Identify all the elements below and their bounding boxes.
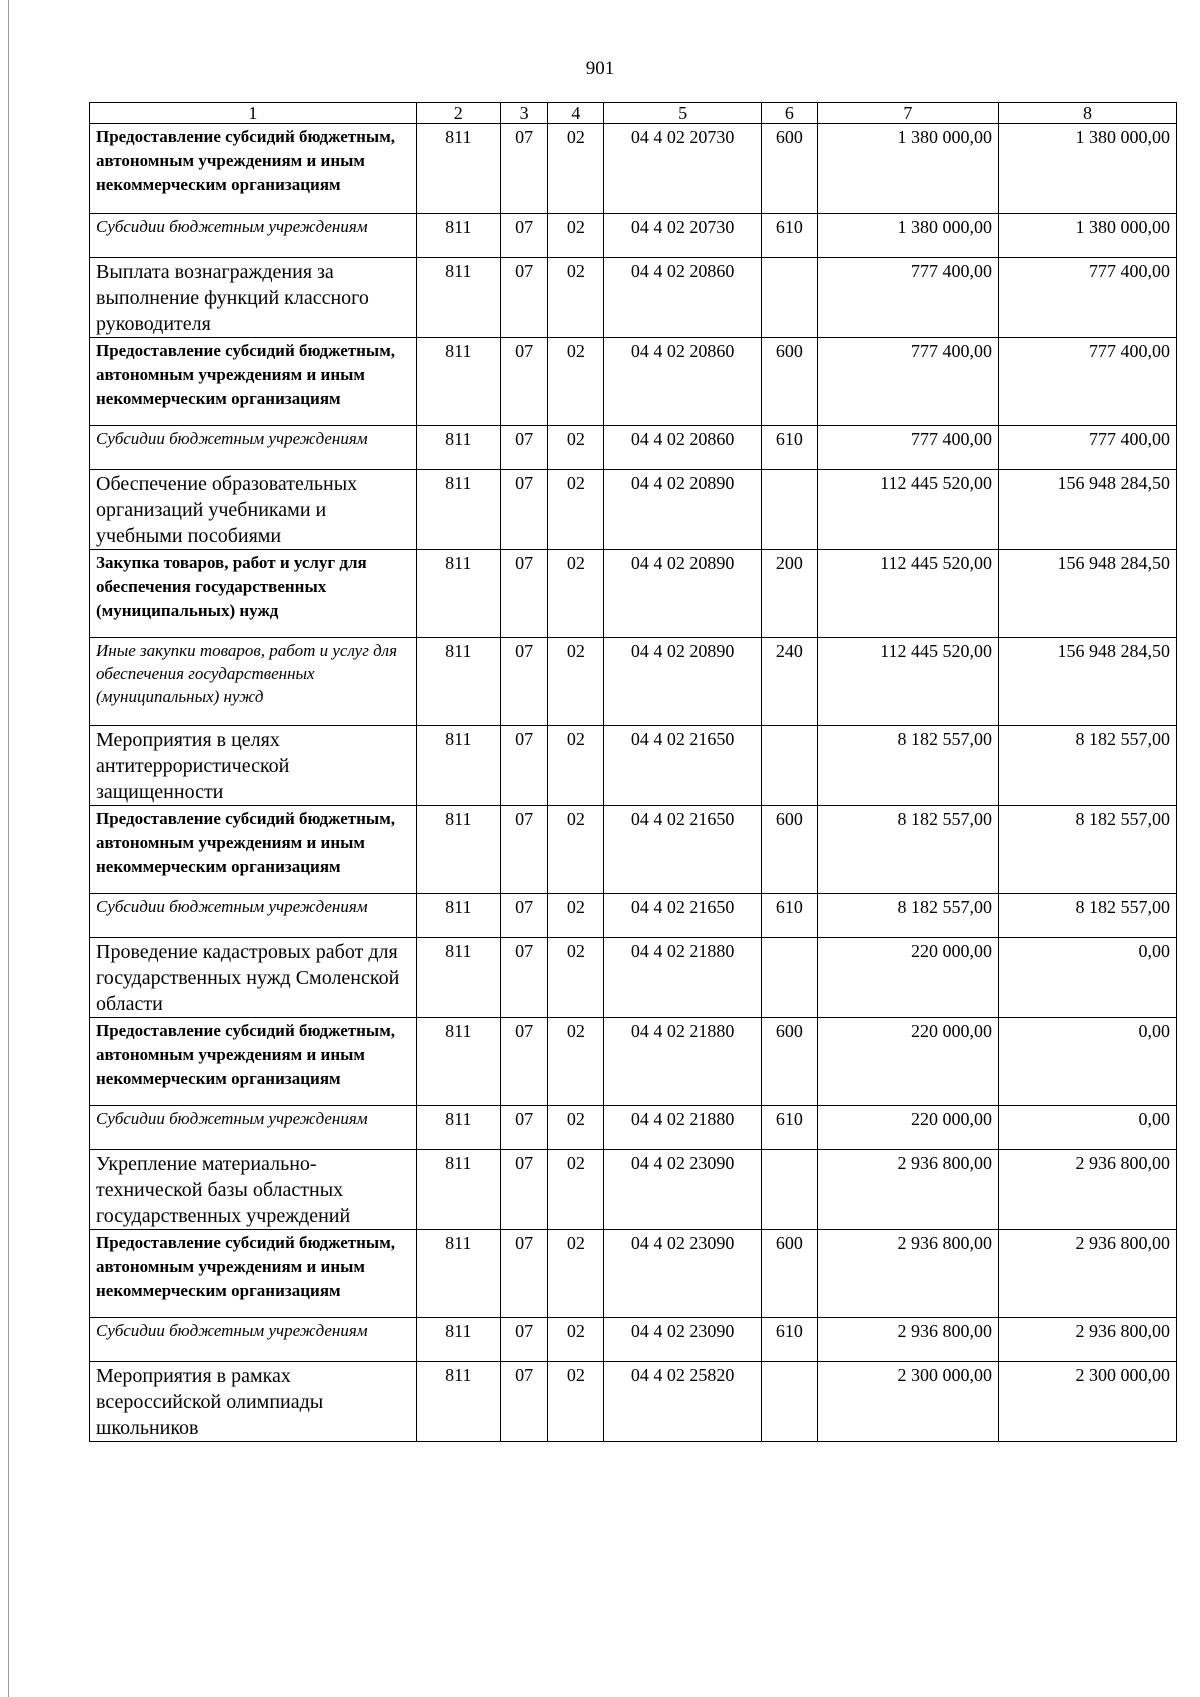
- target-article-cell: 04 4 02 21650: [604, 806, 761, 894]
- row-name-cell: Выплата вознаграждения за выполнение функций классного руководителя: [90, 258, 417, 338]
- amount-col8-cell: 156 948 284,50: [999, 470, 1177, 550]
- row-name-cell: Иные закупки товаров, работ и услуг для обеспечения государственных (муниципальных) нужд: [90, 638, 417, 726]
- amount-col7-cell: 777 400,00: [817, 338, 998, 426]
- table-row: [90, 1106, 1177, 1150]
- ministry-code-cell: 811: [416, 124, 500, 214]
- row-name-cell: Укрепление материально-технической базы областных государственных учреждений: [90, 1150, 417, 1230]
- subsection-code-cell: 02: [548, 470, 604, 550]
- header-cell: 2: [416, 103, 500, 124]
- target-article-cell: 04 4 02 23090: [604, 1230, 761, 1318]
- ministry-code-cell: 811: [416, 1362, 500, 1442]
- target-article-cell: 04 4 02 20890: [604, 550, 761, 638]
- section-code-cell: 07: [500, 1018, 547, 1106]
- row-name-cell: Субсидии бюджетным учреждениям: [90, 1106, 417, 1150]
- table-row: [90, 470, 1177, 550]
- subsection-code-cell: 02: [548, 938, 604, 1018]
- amount-col7-cell: 2 300 000,00: [817, 1362, 998, 1442]
- section-code-cell: 07: [500, 726, 547, 806]
- expense-type-cell: [761, 1150, 817, 1230]
- row-name-cell: Мероприятия в рамках всероссийской олимпиады школьников: [90, 1362, 417, 1442]
- table-row: [90, 338, 1177, 426]
- table-row: [90, 894, 1177, 938]
- ministry-code-cell: 811: [416, 338, 500, 426]
- header-cell: 8: [999, 103, 1177, 124]
- amount-col7-cell: 8 182 557,00: [817, 894, 998, 938]
- row-name-cell: Предоставление субсидий бюджетным, автономным учреждениям и иным некоммерческим организациям: [90, 806, 417, 894]
- table-row: [90, 1230, 1177, 1318]
- target-article-cell: 04 4 02 21880: [604, 938, 761, 1018]
- section-code-cell: 07: [500, 550, 547, 638]
- row-name-cell: Мероприятия в целях антитеррористической защищенности: [90, 726, 417, 806]
- row-name-cell: Предоставление субсидий бюджетным, автономным учреждениям и иным некоммерческим организациям: [90, 1018, 417, 1106]
- expense-type-cell: [761, 1362, 817, 1442]
- expense-type-cell: 610: [761, 214, 817, 258]
- ministry-code-cell: 811: [416, 1318, 500, 1362]
- ministry-code-cell: 811: [416, 638, 500, 726]
- header-cell: 7: [817, 103, 998, 124]
- ministry-code-cell: 811: [416, 894, 500, 938]
- amount-col8-cell: 0,00: [999, 1018, 1177, 1106]
- expense-type-cell: 240: [761, 638, 817, 726]
- target-article-cell: 04 4 02 21650: [604, 726, 761, 806]
- subsection-code-cell: 02: [548, 1230, 604, 1318]
- section-code-cell: 07: [500, 470, 547, 550]
- row-name-cell: Предоставление субсидий бюджетным, автономным учреждениям и иным некоммерческим организациям: [90, 1230, 417, 1318]
- ministry-code-cell: 811: [416, 1106, 500, 1150]
- subsection-code-cell: 02: [548, 214, 604, 258]
- header-cell: 3: [500, 103, 547, 124]
- amount-col8-cell: 8 182 557,00: [999, 894, 1177, 938]
- section-code-cell: 07: [500, 894, 547, 938]
- subsection-code-cell: 02: [548, 1018, 604, 1106]
- subsection-code-cell: 02: [548, 1106, 604, 1150]
- target-article-cell: 04 4 02 23090: [604, 1150, 761, 1230]
- header-cell: 6: [761, 103, 817, 124]
- amount-col7-cell: 777 400,00: [817, 426, 998, 470]
- table-row: [90, 1018, 1177, 1106]
- header-cell: 4: [548, 103, 604, 124]
- ministry-code-cell: 811: [416, 938, 500, 1018]
- expense-type-cell: 600: [761, 1230, 817, 1318]
- page-edge-line: [8, 0, 9, 1697]
- section-code-cell: 07: [500, 258, 547, 338]
- section-code-cell: 07: [500, 426, 547, 470]
- table-row: [90, 806, 1177, 894]
- table-header-row: [90, 103, 1177, 124]
- ministry-code-cell: 811: [416, 470, 500, 550]
- expense-type-cell: [761, 470, 817, 550]
- section-code-cell: 07: [500, 1318, 547, 1362]
- table-row: [90, 258, 1177, 338]
- amount-col7-cell: 1 380 000,00: [817, 124, 998, 214]
- amount-col7-cell: 2 936 800,00: [817, 1150, 998, 1230]
- table-row: [90, 124, 1177, 214]
- subsection-code-cell: 02: [548, 638, 604, 726]
- target-article-cell: 04 4 02 21880: [604, 1106, 761, 1150]
- ministry-code-cell: 811: [416, 1230, 500, 1318]
- section-code-cell: 07: [500, 638, 547, 726]
- amount-col8-cell: 156 948 284,50: [999, 638, 1177, 726]
- amount-col7-cell: 8 182 557,00: [817, 806, 998, 894]
- target-article-cell: 04 4 02 20860: [604, 258, 761, 338]
- subsection-code-cell: 02: [548, 258, 604, 338]
- ministry-code-cell: 811: [416, 214, 500, 258]
- amount-col8-cell: 2 936 800,00: [999, 1318, 1177, 1362]
- expense-type-cell: [761, 258, 817, 338]
- expense-type-cell: 600: [761, 124, 817, 214]
- row-name-cell: Проведение кадастровых работ для государственных нужд Смоленской области: [90, 938, 417, 1018]
- expense-type-cell: 600: [761, 806, 817, 894]
- section-code-cell: 07: [500, 338, 547, 426]
- amount-col7-cell: 220 000,00: [817, 938, 998, 1018]
- table-row: [90, 214, 1177, 258]
- subsection-code-cell: 02: [548, 1150, 604, 1230]
- subsection-code-cell: 02: [548, 550, 604, 638]
- amount-col7-cell: 220 000,00: [817, 1018, 998, 1106]
- row-name-cell: Обеспечение образовательных организаций учебниками и учебными пособиями: [90, 470, 417, 550]
- subsection-code-cell: 02: [548, 726, 604, 806]
- expense-type-cell: [761, 938, 817, 1018]
- section-code-cell: 07: [500, 1362, 547, 1442]
- amount-col8-cell: 0,00: [999, 1106, 1177, 1150]
- subsection-code-cell: 02: [548, 1318, 604, 1362]
- amount-col8-cell: 2 300 000,00: [999, 1362, 1177, 1442]
- ministry-code-cell: 811: [416, 1018, 500, 1106]
- amount-col7-cell: 220 000,00: [817, 1106, 998, 1150]
- table-row: [90, 1318, 1177, 1362]
- row-name-cell: Субсидии бюджетным учреждениям: [90, 894, 417, 938]
- expense-type-cell: [761, 726, 817, 806]
- table-row: [90, 1362, 1177, 1442]
- amount-col7-cell: 112 445 520,00: [817, 638, 998, 726]
- expense-type-cell: 610: [761, 1318, 817, 1362]
- amount-col8-cell: 2 936 800,00: [999, 1230, 1177, 1318]
- section-code-cell: 07: [500, 1106, 547, 1150]
- table-row: [90, 638, 1177, 726]
- amount-col7-cell: 2 936 800,00: [817, 1318, 998, 1362]
- subsection-code-cell: 02: [548, 806, 604, 894]
- header-cell: 5: [604, 103, 761, 124]
- expense-type-cell: 200: [761, 550, 817, 638]
- amount-col7-cell: 112 445 520,00: [817, 550, 998, 638]
- amount-col8-cell: 777 400,00: [999, 338, 1177, 426]
- amount-col8-cell: 8 182 557,00: [999, 726, 1177, 806]
- target-article-cell: 04 4 02 25820: [604, 1362, 761, 1442]
- ministry-code-cell: 811: [416, 1150, 500, 1230]
- section-code-cell: 07: [500, 214, 547, 258]
- amount-col7-cell: 8 182 557,00: [817, 726, 998, 806]
- section-code-cell: 07: [500, 1150, 547, 1230]
- subsection-code-cell: 02: [548, 124, 604, 214]
- amount-col7-cell: 112 445 520,00: [817, 470, 998, 550]
- expense-type-cell: 610: [761, 1106, 817, 1150]
- ministry-code-cell: 811: [416, 726, 500, 806]
- target-article-cell: 04 4 02 20730: [604, 214, 761, 258]
- row-name-cell: Субсидии бюджетным учреждениям: [90, 214, 417, 258]
- target-article-cell: 04 4 02 20890: [604, 638, 761, 726]
- expense-type-cell: 610: [761, 426, 817, 470]
- amount-col8-cell: 777 400,00: [999, 426, 1177, 470]
- ministry-code-cell: 811: [416, 258, 500, 338]
- ministry-code-cell: 811: [416, 426, 500, 470]
- section-code-cell: 07: [500, 806, 547, 894]
- row-name-cell: Предоставление субсидий бюджетным, автономным учреждениям и иным некоммерческим организациям: [90, 124, 417, 214]
- amount-col8-cell: 156 948 284,50: [999, 550, 1177, 638]
- expense-type-cell: 610: [761, 894, 817, 938]
- amount-col8-cell: 0,00: [999, 938, 1177, 1018]
- header-cell: 1: [90, 103, 417, 124]
- section-code-cell: 07: [500, 124, 547, 214]
- subsection-code-cell: 02: [548, 338, 604, 426]
- subsection-code-cell: 02: [548, 426, 604, 470]
- row-name-cell: Предоставление субсидий бюджетным, автономным учреждениям и иным некоммерческим организациям: [90, 338, 417, 426]
- ministry-code-cell: 811: [416, 806, 500, 894]
- table-row: [90, 1150, 1177, 1230]
- subsection-code-cell: 02: [548, 894, 604, 938]
- page-number: 901: [585, 58, 615, 79]
- subsection-code-cell: 02: [548, 1362, 604, 1442]
- expense-type-cell: 600: [761, 1018, 817, 1106]
- amount-col8-cell: 2 936 800,00: [999, 1150, 1177, 1230]
- expense-type-cell: 600: [761, 338, 817, 426]
- amount-col7-cell: 2 936 800,00: [817, 1230, 998, 1318]
- table-row: [90, 550, 1177, 638]
- amount-col8-cell: 8 182 557,00: [999, 806, 1177, 894]
- target-article-cell: 04 4 02 20860: [604, 338, 761, 426]
- amount-col8-cell: 777 400,00: [999, 258, 1177, 338]
- row-name-cell: Закупка товаров, работ и услуг для обеспечения государственных (муниципальных) нужд: [90, 550, 417, 638]
- ministry-code-cell: 811: [416, 550, 500, 638]
- table-row: [90, 426, 1177, 470]
- target-article-cell: 04 4 02 23090: [604, 1318, 761, 1362]
- target-article-cell: 04 4 02 20860: [604, 426, 761, 470]
- budget-table: [89, 102, 1177, 1442]
- target-article-cell: 04 4 02 20890: [604, 470, 761, 550]
- amount-col8-cell: 1 380 000,00: [999, 124, 1177, 214]
- section-code-cell: 07: [500, 938, 547, 1018]
- table-row: [90, 726, 1177, 806]
- target-article-cell: 04 4 02 21880: [604, 1018, 761, 1106]
- target-article-cell: 04 4 02 21650: [604, 894, 761, 938]
- amount-col8-cell: 1 380 000,00: [999, 214, 1177, 258]
- amount-col7-cell: 777 400,00: [817, 258, 998, 338]
- amount-col7-cell: 1 380 000,00: [817, 214, 998, 258]
- section-code-cell: 07: [500, 1230, 547, 1318]
- row-name-cell: Субсидии бюджетным учреждениям: [90, 1318, 417, 1362]
- table-row: [90, 938, 1177, 1018]
- table-body: [90, 124, 1177, 1442]
- target-article-cell: 04 4 02 20730: [604, 124, 761, 214]
- row-name-cell: Субсидии бюджетным учреждениям: [90, 426, 417, 470]
